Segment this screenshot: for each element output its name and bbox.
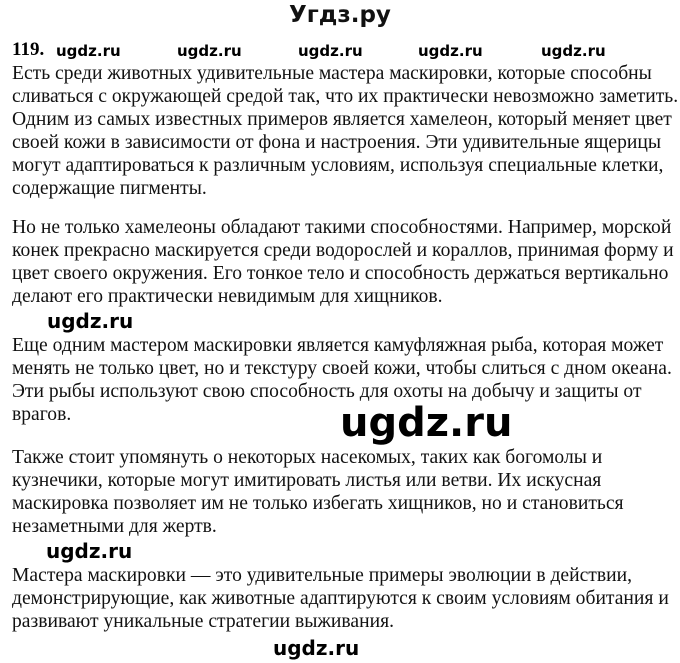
text-line: менять не только цвет, но и текстуру своей кожи, чтобы слиться с дном океана. xyxy=(12,358,672,379)
site-header-title[interactable]: Угдз.ру xyxy=(289,2,391,28)
watermark: ugdz.ru xyxy=(340,400,513,446)
text-line: могут адаптироваться к различным условиям, используя специальные клетки, xyxy=(12,155,664,176)
text-line: кузнечики, которые могут имитировать листья или ветви. Их искусная xyxy=(12,470,602,491)
text-line: Эти рыбы используют свою способность для охоты на добычу и защиты от xyxy=(12,381,642,402)
text-line: демонстрирующие, как животные адаптируются к своим условиям обитания и xyxy=(12,588,669,609)
text-line: своей кожи в зависимости от фона и настроения. Эти удивительные ящерицы xyxy=(12,132,662,153)
text-line: врагов. xyxy=(12,404,72,425)
text-line: маскировка позволяет им не только избегать хищников, но и становиться xyxy=(12,493,624,514)
watermark: ugdz.ru xyxy=(418,42,483,60)
text-line: содержащие пигменты. xyxy=(12,178,207,199)
text-line: цвет своего окружения. Его тонкое тело и способность держаться вертикально xyxy=(12,263,669,284)
watermark: ugdz.ru xyxy=(298,42,363,60)
watermark: ugdz.ru xyxy=(47,309,134,333)
text-line: Одним из самых известных примеров является хамелеон, который меняет цвет xyxy=(12,109,672,130)
text-line: развивают уникальные стратегии выживания. xyxy=(12,611,394,632)
exercise-number: 119. xyxy=(12,39,45,60)
text-line: делают его практически невидимым для хищников. xyxy=(12,286,443,307)
watermark: ugdz.ru xyxy=(46,539,133,563)
watermark: ugdz.ru xyxy=(177,42,242,60)
watermark: ugdz.ru xyxy=(273,636,360,660)
text-line: незаметными для жертв. xyxy=(12,516,217,537)
text-line: Но не только хамелеоны обладают такими способностями. Например, морской xyxy=(12,217,672,238)
text-line: Также стоит упомянуть о некоторых насекомых, таких как богомолы и xyxy=(12,447,603,468)
text-line: конек прекрасно маскируется среди водорослей и кораллов, принимая форму и xyxy=(12,240,674,261)
text-line: Мастера маскировки — это удивительные примеры эволюции в действии, xyxy=(12,565,632,586)
watermark: ugdz.ru xyxy=(56,42,121,60)
text-line: Еще одним мастером маскировки является камуфляжная рыба, которая может xyxy=(12,335,664,356)
text-line: Есть среди животных удивительные мастера маскировки, которые способны xyxy=(12,63,652,84)
watermark: ugdz.ru xyxy=(541,42,606,60)
text-line: сливаться с окружающей средой так, что их практически невозможно заметить. xyxy=(12,86,679,107)
